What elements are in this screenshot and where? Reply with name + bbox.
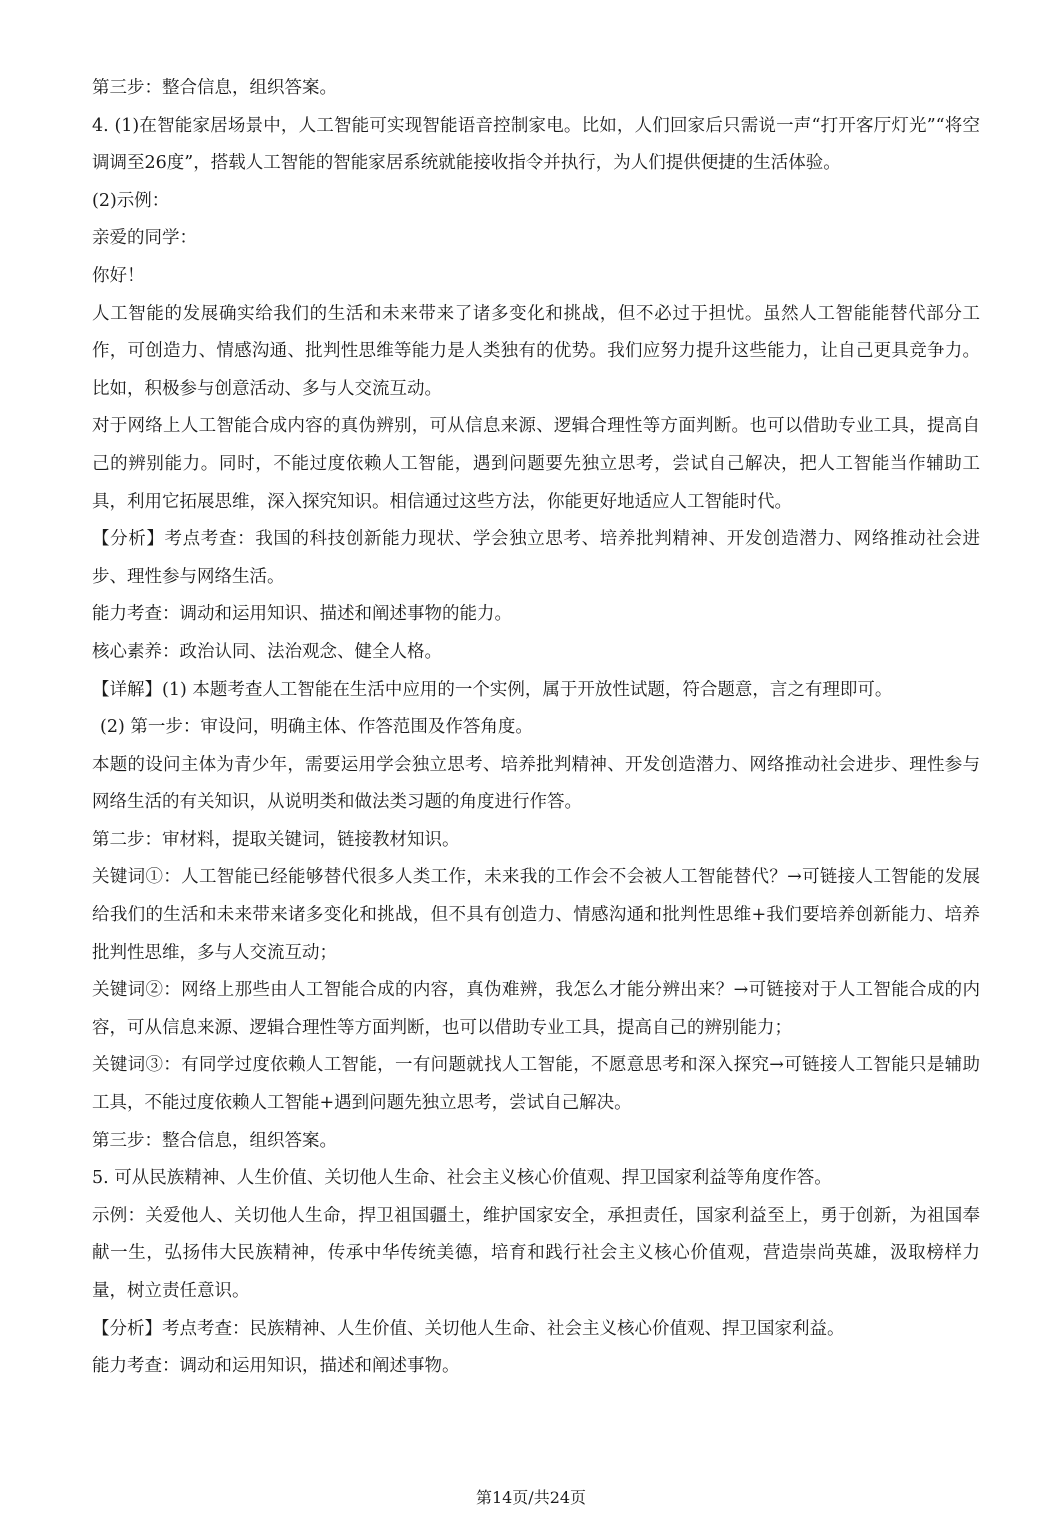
paragraph: 本题的设问主体为青少年，需要运用学会独立思考、培养批判精神、开发创造潜力、网络推动社会进步、理性参与网络生活的有关知识，从说明类和做法类习题的角度进行作答。 xyxy=(92,754,980,813)
paragraph: 5. 可从民族精神、人生价值、关切他人生命、社会主义核心价值观、捍卫国家利益等角度作答。 xyxy=(92,1168,832,1189)
document-body xyxy=(92,70,980,1386)
paragraph: 关键词②：网络上那些由人工智能合成的内容，真伪难辨，我怎么才能分辨出来？→可链接对于人工智能合成的内容，可从信息来源、逻辑合理性等方面判断，也可以借助专业工具，提高自己的辨别能力； xyxy=(92,980,980,1038)
paragraph: 能力考查：调动和运用知识，描述和阐述事物。 xyxy=(92,1356,460,1377)
paragraph: 你好！ xyxy=(92,265,145,286)
paragraph: 【分析】考点考查：我国的科技创新能力现状、学会独立思考、培养批判精神、开发创造潜力、网络推动社会进步、理性参与网络生活。 xyxy=(92,529,980,587)
paragraph: 亲爱的同学： xyxy=(92,228,197,249)
paragraph: 核心素养：政治认同、法治观念、健全人格。 xyxy=(92,641,442,662)
paragraph: 4. (1)在智能家居场景中，人工智能可实现智能语音控制家电。比如，人们回家后只需说一声“打开客厅灯光”“将空调调至26度”，搭载人工智能的智能家居系统就能接收指令并执行，为人们提供便捷的生活体验。 xyxy=(92,115,980,174)
paragraph: 对于网络上人工智能合成内容的真伪辨别，可从信息来源、逻辑合理性等方面判断。也可以借助专业工具，提高自己的辨别能力。同时，不能过度依赖人工智能，遇到问题要先独立思考，尝试自己解决，把人工智能当作辅助工具，利用它拓展思维，深入探究知识。相信通过这些方法，你能更好地适应人工智能时代。 xyxy=(92,416,980,512)
paragraph: 示例：关爱他人、关切他人生命，捍卫祖国疆土，维护国家安全，承担责任，国家利益至上，勇于创新，为祖国奉献一生，弘扬伟大民族精神，传承中华传统美德，培育和践行社会主义核心价值观，营造崇尚英雄，汲取榜样力量，树立责任意识。 xyxy=(92,1205,980,1301)
paragraph: 【详解】(1) 本题考查人工智能在生活中应用的一个实例，属于开放性试题，符合题意，言之有理即可。 xyxy=(92,679,893,700)
paragraph: (2) 第一步：审设问，明确主体、作答范围及作答角度。 xyxy=(100,717,533,738)
paragraph: 【分析】考点考查：民族精神、人生价值、关切他人生命、社会主义核心价值观、捍卫国家利益。 xyxy=(92,1318,845,1339)
paragraph: 第三步：整合信息，组织答案。 xyxy=(92,78,337,98)
paragraph: 第三步：整合信息，组织答案。 xyxy=(92,1130,337,1151)
paragraph: 第二步：审材料，提取关键词，链接教材知识。 xyxy=(92,829,460,850)
paragraph: 能力考查：调动和运用知识、描述和阐述事物的能力。 xyxy=(92,604,512,625)
paragraph: 关键词①：人工智能已经能够替代很多人类工作，未来我的工作会不会被人工智能替代？→可链接人工智能的发展给我们的生活和未来带来诸多变化和挑战，但不具有创造力、情感沟通和批判性思维+我们要培养创新能力、培养批判性思维，多与人交流互动； xyxy=(92,867,980,963)
paragraph: 关键词③：有同学过度依赖人工智能，一有问题就找人工智能，不愿意思考和深入探究→可链接人工智能只是辅助工具，不能过度依赖人工智能+遇到问题先独立思考，尝试自己解决。 xyxy=(92,1055,980,1114)
paragraph: 人工智能的发展确实给我们的生活和未来带来了诸多变化和挑战，但不必过于担忧。虽然人工智能能替代部分工作，可创造力、情感沟通、批判性思维等能力是人类独有的优势。我们应努力提升这些能力，让自己更具竞争力。比如，积极参与创意活动、多与人交流互动。 xyxy=(92,303,980,399)
paragraph: (2)示例： xyxy=(92,190,170,211)
page-number: 第14页/共24页 xyxy=(475,1488,587,1507)
